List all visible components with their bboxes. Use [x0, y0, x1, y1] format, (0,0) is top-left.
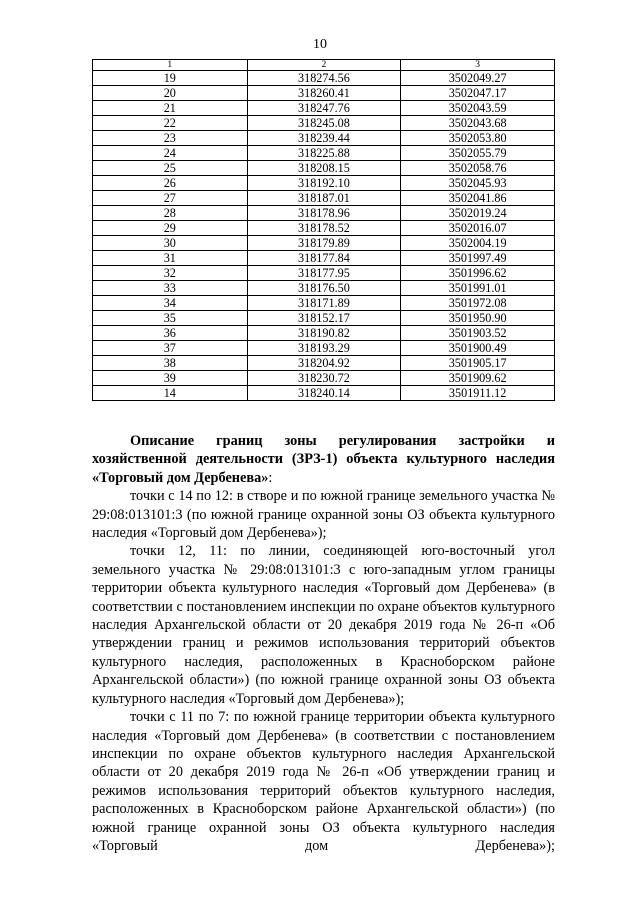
table-body	[93, 71, 555, 401]
table-row	[93, 191, 555, 206]
table-row	[93, 221, 555, 236]
cell-y-coordinate: 3502047.17	[401, 86, 555, 101]
cell-y-coordinate: 3501997.49	[401, 251, 555, 266]
cell-point-number: 21	[93, 101, 248, 116]
table-row	[93, 326, 555, 341]
cell-y-coordinate: 3502004.19	[401, 236, 555, 251]
cell-point-number: 35	[93, 311, 248, 326]
cell-x-coordinate: 318193.29	[247, 341, 401, 356]
cell-x-coordinate: 318178.96	[247, 206, 401, 221]
table-row	[93, 236, 555, 251]
cell-y-coordinate: 3502016.07	[401, 221, 555, 236]
cell-y-coordinate: 3502053.80	[401, 131, 555, 146]
coordinates-table	[92, 59, 555, 401]
cell-point-number: 20	[93, 86, 248, 101]
cell-point-number: 22	[93, 116, 248, 131]
cell-x-coordinate: 318192.10	[247, 176, 401, 191]
cell-y-coordinate: 3501972.08	[401, 296, 555, 311]
cell-y-coordinate: 3501950.90	[401, 311, 555, 326]
cell-x-coordinate: 318240.14	[247, 386, 401, 401]
cell-y-coordinate: 3501909.62	[401, 371, 555, 386]
cell-x-coordinate: 318239.44	[247, 131, 401, 146]
table-row	[93, 146, 555, 161]
cell-y-coordinate: 3501905.17	[401, 356, 555, 371]
table-row	[93, 386, 555, 401]
table-row	[93, 86, 555, 101]
cell-point-number: 27	[93, 191, 248, 206]
table-row	[93, 296, 555, 311]
cell-x-coordinate: 318245.08	[247, 116, 401, 131]
page-number: 10	[313, 37, 327, 52]
cell-point-number: 36	[93, 326, 248, 341]
column-header-y: 3	[401, 60, 555, 71]
description-paragraph: точки 12, 11: по линии, соединяющей юго-восточный угол земельного участка № 29:08:013101:3 с юго-западным углом границы территории объекта культурного наследия «Торговый дом Дербенева» (в соответствии с постановлением инспекции по охране объектов культурного наследия Архангельской области от 20 декабря 2019 года № 26-п «Об утверждении границ и режимов использования территорий объектов культурного наследия, расположенных в Красноборском районе Архангельской области») (по южной границе охранной зоны ОЗ объекта культурного наследия «Торговый дом Дербенева»);	[92, 543, 555, 707]
cell-x-coordinate: 318187.01	[247, 191, 401, 206]
table-row	[93, 101, 555, 116]
cell-x-coordinate: 318177.84	[247, 251, 401, 266]
cell-point-number: 14	[93, 386, 248, 401]
cell-x-coordinate: 318230.72	[247, 371, 401, 386]
cell-y-coordinate: 3502058.76	[401, 161, 555, 176]
cell-y-coordinate: 3502043.59	[401, 101, 555, 116]
cell-x-coordinate: 318208.15	[247, 161, 401, 176]
cell-point-number: 31	[93, 251, 248, 266]
table-row	[93, 356, 555, 371]
cell-y-coordinate: 3502055.79	[401, 146, 555, 161]
cell-y-coordinate: 3502019.24	[401, 206, 555, 221]
cell-point-number: 37	[93, 341, 248, 356]
cell-point-number: 30	[93, 236, 248, 251]
cell-y-coordinate: 3502041.86	[401, 191, 555, 206]
table-row	[93, 131, 555, 146]
cell-x-coordinate: 318178.52	[247, 221, 401, 236]
cell-y-coordinate: 3502043.68	[401, 116, 555, 131]
cell-y-coordinate: 3501911.12	[401, 386, 555, 401]
cell-x-coordinate: 318190.82	[247, 326, 401, 341]
cell-x-coordinate: 318260.41	[247, 86, 401, 101]
description-paragraph: точки с 11 по 7: по южной границе территории объекта культурного наследия «Торговый дом Дербенева» (в соответствии с постановлением инспекции по охране объектов культурного наследия Архангельской области от 20 декабря 2019 года № 26-п «Об утверждении границ и режимов использования территорий объектов культурного наследия, расположенных в Красноборском районе Архангельской области») (по южной границе охранной зоны ОЗ объекта культурного наследия «Торговый дом Дербенева»);	[92, 709, 555, 854]
table-row	[93, 281, 555, 296]
description-paragraph: точки с 14 по 12: в створе и по южной границе земельного участка № 29:08:013101:3 (по южной границе охранной зоны ОЗ объекта культурного наследия «Торговый дом Дербенева»);	[92, 488, 555, 542]
cell-point-number: 19	[93, 71, 248, 86]
cell-point-number: 26	[93, 176, 248, 191]
cell-y-coordinate: 3502049.27	[401, 71, 555, 86]
table-row	[93, 251, 555, 266]
table-row	[93, 206, 555, 221]
cell-point-number: 28	[93, 206, 248, 221]
cell-x-coordinate: 318225.88	[247, 146, 401, 161]
table-row	[93, 371, 555, 386]
cell-y-coordinate: 3501991.01	[401, 281, 555, 296]
cell-y-coordinate: 3501996.62	[401, 266, 555, 281]
cell-point-number: 24	[93, 146, 248, 161]
cell-point-number: 32	[93, 266, 248, 281]
column-header-point: 1	[93, 60, 248, 71]
cell-point-number: 33	[93, 281, 248, 296]
cell-x-coordinate: 318274.56	[247, 71, 401, 86]
cell-x-coordinate: 318171.89	[247, 296, 401, 311]
table-header-row	[93, 60, 555, 71]
cell-x-coordinate: 318176.50	[247, 281, 401, 296]
cell-point-number: 25	[93, 161, 248, 176]
cell-point-number: 34	[93, 296, 248, 311]
cell-y-coordinate: 3501903.52	[401, 326, 555, 341]
cell-x-coordinate: 318177.95	[247, 266, 401, 281]
cell-y-coordinate: 3501900.49	[401, 341, 555, 356]
description-heading: Описание границ зоны регулирования застройки и хозяйственной деятельности (ЗРЗ-1) объекта культурного наследия «Торговый дом Дербенева»	[92, 433, 555, 486]
table-row	[93, 176, 555, 191]
cell-point-number: 29	[93, 221, 248, 236]
cell-y-coordinate: 3502045.93	[401, 176, 555, 191]
cell-point-number: 39	[93, 371, 248, 386]
table-row	[93, 341, 555, 356]
cell-x-coordinate: 318152.17	[247, 311, 401, 326]
column-header-x: 2	[247, 60, 401, 71]
boundary-description	[92, 432, 555, 855]
table-row	[93, 71, 555, 86]
cell-point-number: 23	[93, 131, 248, 146]
cell-x-coordinate: 318179.89	[247, 236, 401, 251]
table-row	[93, 161, 555, 176]
table-row	[93, 116, 555, 131]
table-row	[93, 311, 555, 326]
cell-x-coordinate: 318204.92	[247, 356, 401, 371]
cell-point-number: 38	[93, 356, 248, 371]
heading-suffix: :	[268, 469, 273, 486]
description-heading-paragraph	[92, 432, 555, 487]
cell-x-coordinate: 318247.76	[247, 101, 401, 116]
table-row	[93, 266, 555, 281]
